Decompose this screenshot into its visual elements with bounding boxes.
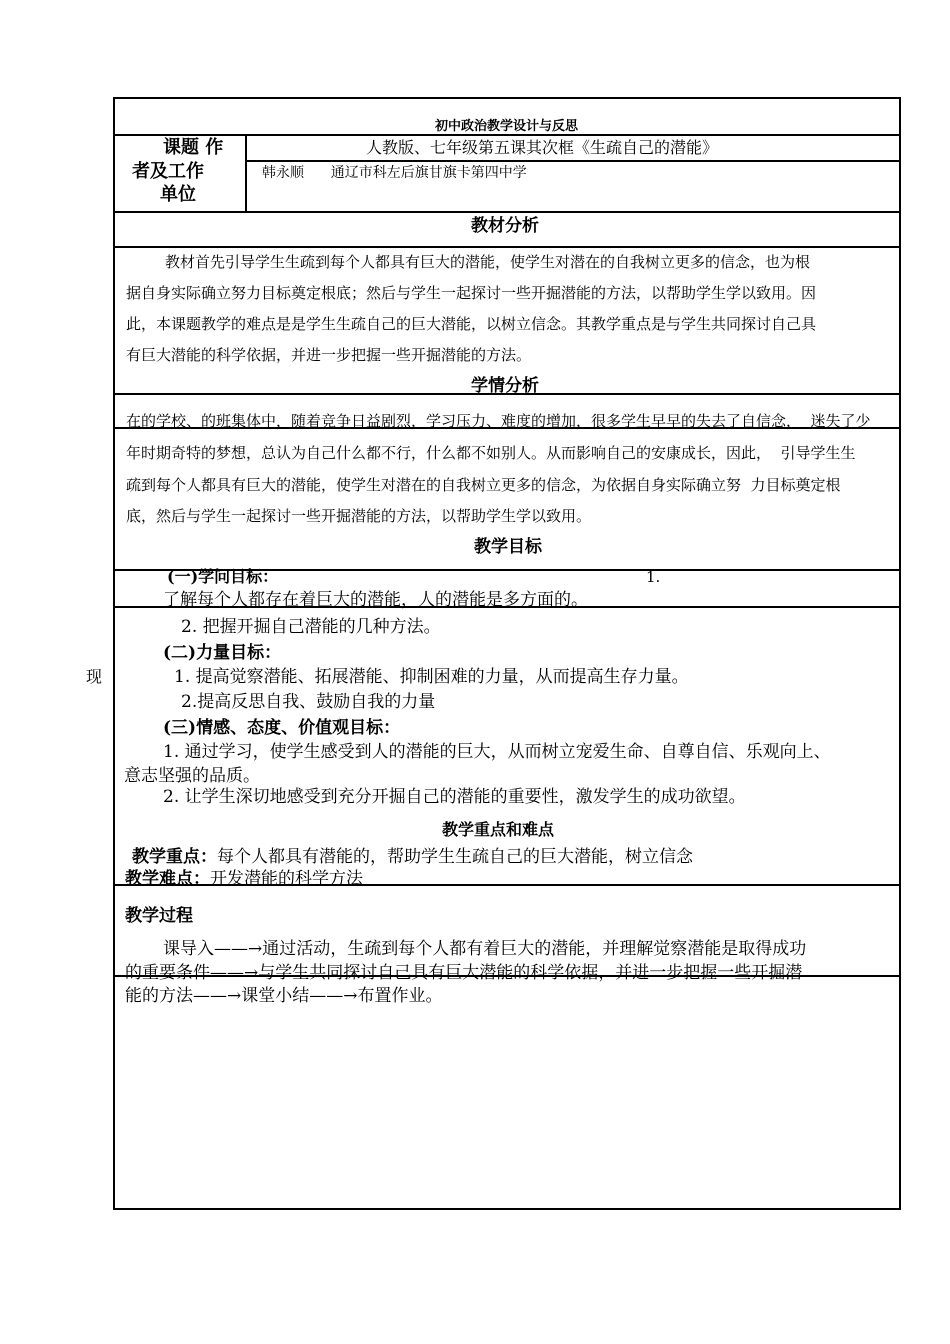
textbook-analysis-line: 此，本课题教学的难点是是学生生疏自己的巨大潜能，以树立信念。其教学重点是与学生共同探讨自己具 — [126, 315, 817, 333]
process-heading: 教学过程 — [125, 906, 193, 926]
student-analysis-line: 年时期奇特的梦想，总认为自己什么都不行，什么都不如别人。从而影响自己的安康成长，因此， 引导学生生 — [126, 444, 856, 462]
emotion-item: 1. 通过学习，使学生感受到人的潜能的巨大，从而树立宠爱生命、自尊自信、乐观向上、 — [163, 742, 831, 762]
textbook-analysis-heading: 教材分析 — [471, 216, 539, 236]
emotion-item: 意志坚强的品质。 — [124, 766, 260, 786]
table-right-border — [899, 97, 901, 1210]
knowledge-item: 2. 把握开掘自己潜能的几种方法。 — [181, 617, 441, 637]
label-column-divider — [245, 134, 247, 213]
teaching-difficulty-text: 开发潜能的科学方法 — [210, 869, 363, 889]
process-line: 课导入——→通过活动，生疏到每个人都有着巨大的潜能，并理解觉察潜能是取得成功 — [163, 939, 807, 959]
document-title: 初中政治教学设计与反思 — [435, 119, 579, 134]
table-bottom-border — [113, 1208, 901, 1210]
course-topic: 人教版、七年级第五课其次框《生疏自己的潜能》 — [366, 138, 719, 157]
textbook-analysis-line: 有巨大潜能的科学依据，并进一步把握一些开掘潜能的方法。 — [126, 346, 532, 364]
objectives-heading: 教学目标 — [474, 537, 542, 557]
knowledge-item-number: 1. — [646, 568, 661, 586]
ability-item: 2.提高反思自我、鼓励自我的力量 — [181, 692, 436, 712]
margin-character: 现 — [86, 667, 103, 686]
course-label-line3: 单位 — [160, 184, 196, 205]
course-label-line2: 者及工作 — [132, 161, 204, 182]
teaching-focus-label: 教学重点： — [132, 847, 217, 867]
process-line: 的重要条件——→与学生共同探讨自己具有巨大潜能的科学依据，并进一步把握一些开掘潜 — [125, 963, 803, 983]
table-top-border — [113, 97, 901, 99]
key-points-heading: 教学重点和难点 — [442, 820, 555, 839]
teaching-focus — [132, 849, 693, 866]
rule-after-title — [113, 134, 901, 136]
student-analysis-heading: 学情分析 — [471, 376, 539, 396]
emotion-objectives-heading: (三)情感、态度、价值观目标： — [163, 718, 401, 738]
knowledge-objectives-heading: (一)学问目标： — [167, 567, 279, 586]
emotion-item: 2. 让学生深切地感受到充分开掘自己的潜能的重要性，激发学生的成功欲望。 — [163, 787, 746, 807]
student-analysis-line: 在的学校、的班集体中，随着竞争日益剧烈，学习压力、难度的增加，很多学生早早的失去了自信念， 迷失了少 — [126, 412, 871, 430]
textbook-analysis-line: 据自身实际确立努力目标奠定根底；然后与学生一起探讨一些开掘潜能的方法，以帮助学生学以致用。因 — [126, 284, 817, 302]
ability-item: 1. 提高觉察潜能、拓展潜能、抑制困难的力量，从而提高生存力量。 — [174, 667, 689, 687]
rule-after-textbook-heading — [113, 246, 901, 248]
ability-objectives-heading: (二)力量目标： — [163, 643, 282, 663]
textbook-analysis-line: 教材首先引导学生生疏到每个人都具有巨大的潜能，使学生对潜在的自我树立更多的信念，也为根 — [165, 253, 811, 271]
student-analysis-line: 底，然后与学生一起探讨一些开掘潜能的方法，以帮助学生学以致用。 — [126, 507, 592, 525]
teaching-difficulty — [125, 871, 363, 888]
process-line: 能的方法——→课堂小结——→布置作业。 — [125, 986, 443, 1006]
course-label-line1: 课题 作 — [163, 137, 224, 158]
teaching-focus-text: 每个人都具有潜能的，帮助学生生疏自己的巨大潜能，树立信念 — [217, 847, 693, 867]
teaching-difficulty-label: 教学难点： — [125, 869, 210, 889]
student-analysis-line: 疏到每个人都具有巨大的潜能，使学生对潜在的自我树立更多的信念，为依据自身实际确立努 力目标奠定根 — [126, 476, 841, 494]
rule-after-topic — [245, 160, 901, 162]
table-left-border — [113, 97, 115, 1210]
author-and-school: 韩永顺 通辽市科左后旗甘旗卡第四中学 — [262, 165, 527, 181]
knowledge-item: 了解每个人都存在着巨大的潜能，人的潜能是多方面的。 — [163, 590, 588, 610]
rule-after-author — [113, 211, 901, 213]
